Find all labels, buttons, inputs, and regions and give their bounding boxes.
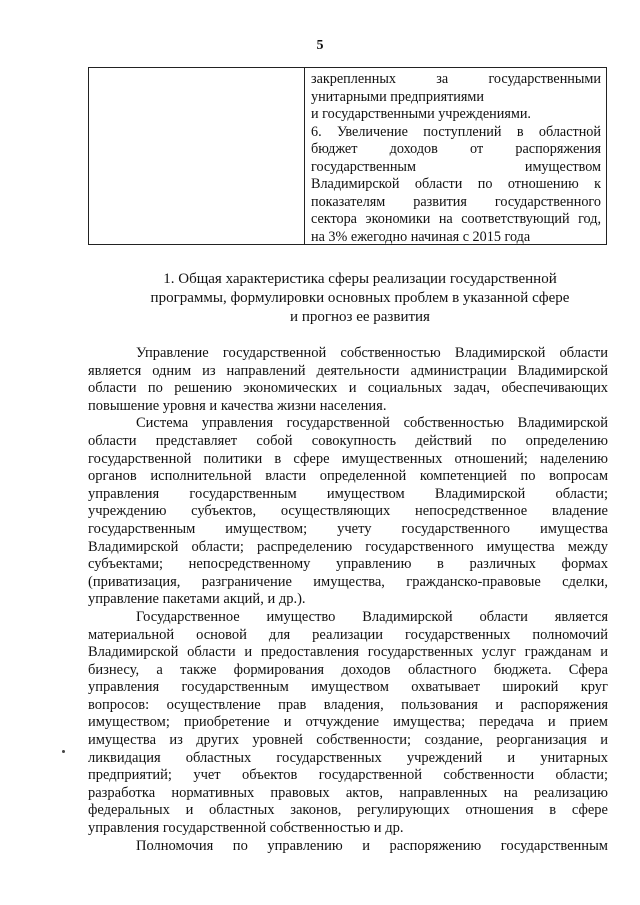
paragraph-line: бизнесу, а также формирования доходов областного бюджета. Сфера bbox=[88, 661, 608, 678]
paragraph-line: области по решению экономических и социальных задач, обеспечивающих bbox=[88, 380, 608, 397]
paragraph-line: управления государственной собственностью и др. bbox=[88, 820, 404, 837]
paragraph-line: вопросов: осуществление прав владения, пользования и распоряжения bbox=[88, 696, 608, 713]
page-number: 5 bbox=[316, 38, 324, 53]
paragraph-line: повышение уровня и качества жизни населения. bbox=[88, 397, 387, 414]
paragraph-line: субъектами; непосредственному управлению в различных формах bbox=[88, 556, 608, 573]
section-heading-line: программы, формулировки основных проблем в указанной сфере bbox=[150, 290, 570, 306]
table-cell-line: показателям развития государственного bbox=[311, 193, 601, 210]
table-column-divider bbox=[304, 68, 305, 244]
paragraph-line: управления государственным имуществом охватывает широкий круг bbox=[88, 679, 608, 696]
paragraph-line: имуществом; приобретение и отчуждение имущества; передача и прием bbox=[88, 714, 608, 731]
table-cell-line: Владимирской области по отношению к bbox=[311, 176, 601, 192]
section-heading-line: 1. Общая характеристика сферы реализации государственной bbox=[163, 271, 557, 287]
paragraph-line: Управление государственной собственностью Владимирской области bbox=[136, 345, 608, 361]
section-heading-line: и прогноз ее развития bbox=[290, 309, 430, 325]
paragraph-line: (приватизация, разграничение имущества, гражданско-правовые сделки, bbox=[88, 573, 608, 590]
table-cell-line: 6. Увеличение поступлений в областной bbox=[311, 123, 601, 140]
paragraph-line: государственным имуществом; учету государственного имущества bbox=[88, 520, 608, 537]
table-cell-line: бюджет доходов от распоряжения bbox=[311, 141, 601, 157]
section-heading bbox=[110, 270, 610, 327]
paragraph-line: управление пакетами акций, и др.). bbox=[88, 591, 306, 608]
paragraph-line: Владимирской области; распределению государственного имущества между bbox=[88, 538, 608, 555]
table-cell-line: государственным имуществом bbox=[311, 158, 601, 175]
paragraph-line: Государственное имущество Владимирской области является bbox=[136, 608, 608, 625]
table-cell-line: унитарными предприятиями bbox=[311, 88, 484, 105]
paragraph-line: Система управления государственной собственностью Владимирской bbox=[136, 415, 608, 432]
paragraph-line: управления государственным имуществом Владимирской области; bbox=[88, 485, 608, 502]
goals-table bbox=[88, 67, 607, 245]
paragraph-line: разработка нормативных правовых актов, направленных на реализацию bbox=[88, 784, 608, 801]
paragraph-line: ликвидация областных государственных учреждений и унитарных bbox=[88, 749, 608, 766]
table-cell-line: и государственными учреждениями. bbox=[311, 106, 531, 122]
paragraph-line: области представляет собой совокупность действий по определению bbox=[88, 432, 608, 449]
table-right-cell bbox=[311, 71, 601, 246]
paragraph-line: учреждению субъектов, осуществляющих непосредственное владение bbox=[88, 503, 608, 520]
paragraph-line: органов исполнительной власти определенной компетенцией по вопросам bbox=[88, 468, 608, 485]
paragraph-line: предприятий; учет объектов государственной собственности области; bbox=[88, 767, 608, 784]
paragraph-line: материальной основой для реализации государственных полномочий bbox=[88, 626, 608, 643]
paragraph-line: Полномочия по управлению и распоряжению государственным bbox=[136, 837, 608, 854]
paragraph-line: является одним из направлений деятельности администрации Владимирской bbox=[88, 362, 608, 379]
scan-speck bbox=[62, 750, 65, 753]
paragraph-line: государственной политики в сфере имущественных отношений; наделению bbox=[88, 450, 608, 467]
table-cell-line: сектора экономики на соответствующий год, bbox=[311, 211, 601, 227]
table-cell-line: на 3% ежегодно начиная с 2015 года bbox=[311, 228, 531, 245]
paragraph-line: федеральных и областных законов, регулирующих отношения в сфере bbox=[88, 802, 608, 819]
table-cell-line: закрепленных за государственными bbox=[311, 71, 601, 87]
paragraph-line: Владимирской области и предоставления государственных услуг гражданам и bbox=[88, 644, 608, 661]
body-text bbox=[88, 345, 608, 855]
paragraph-line: имущества из других уровней собственности; создание, реорганизация и bbox=[88, 732, 608, 749]
